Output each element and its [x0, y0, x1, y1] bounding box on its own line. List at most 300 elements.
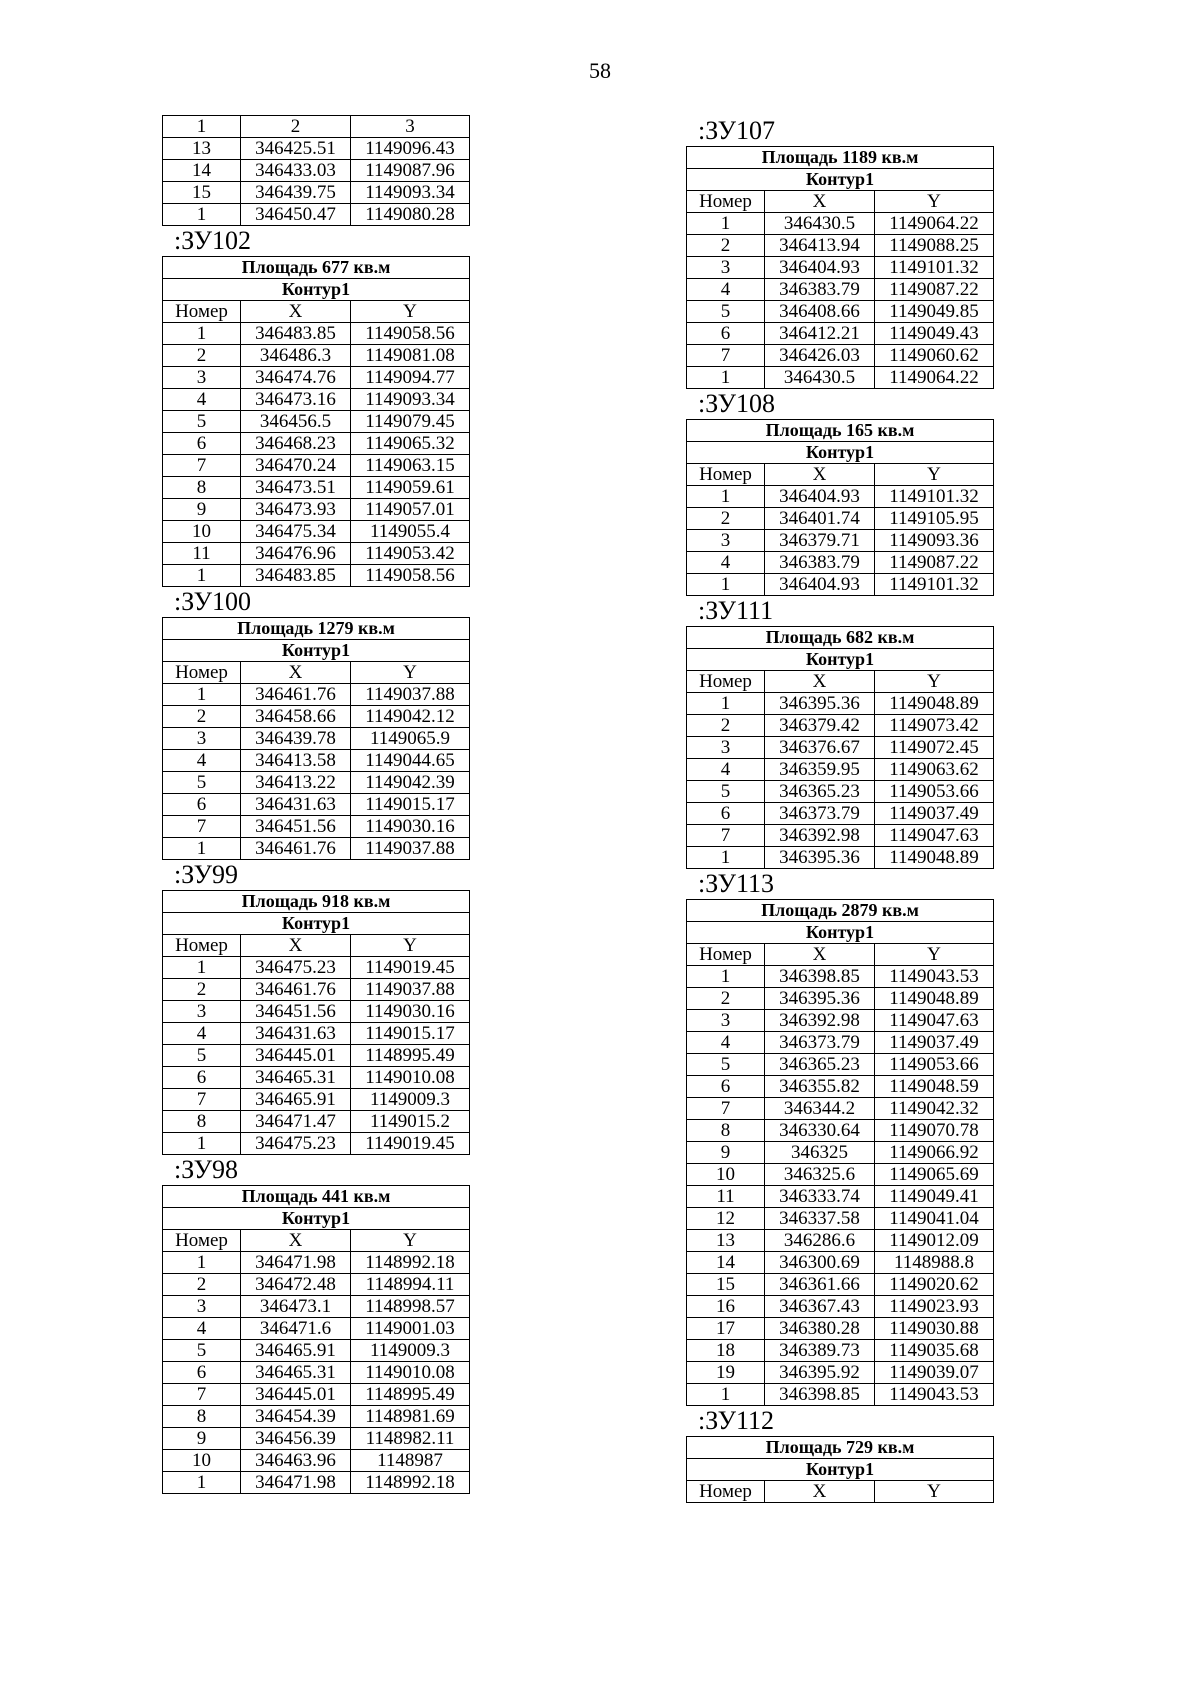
- table-cell: 7: [687, 825, 765, 847]
- table-cell: 346412.21: [765, 323, 875, 345]
- table-cell: 346439.75: [241, 182, 351, 204]
- table-cell: 1148995.49: [351, 1384, 470, 1406]
- table-cell: 1149101.32: [875, 574, 994, 596]
- table-cell: 1149096.43: [351, 138, 470, 160]
- table-row: [687, 1230, 994, 1252]
- table-cell: 1149030.88: [875, 1318, 994, 1340]
- table-cell: 346468.23: [241, 433, 351, 455]
- table-cell: 1149037.49: [875, 803, 994, 825]
- table-row: [163, 957, 470, 979]
- table-cell: 19: [687, 1362, 765, 1384]
- table-cell: 1149037.88: [351, 979, 470, 1001]
- table-row: [163, 816, 470, 838]
- parcel-block: [162, 226, 469, 587]
- table-header-row: [163, 116, 470, 138]
- table-header-row: [163, 1230, 470, 1252]
- table-cell: 346450.47: [241, 204, 351, 226]
- table-cell: 346473.51: [241, 477, 351, 499]
- table-cell: 1: [163, 957, 241, 979]
- table-row: [687, 574, 994, 596]
- table-row: [163, 1133, 470, 1155]
- table-cell: 1149009.3: [351, 1089, 470, 1111]
- table-row: [687, 803, 994, 825]
- table-cell: 346451.56: [241, 816, 351, 838]
- contour-caption: Контур1: [687, 922, 994, 944]
- parcel-label: :ЗУ113: [698, 869, 775, 898]
- coordinates-table: [162, 890, 470, 1155]
- coordinates-table: [686, 626, 994, 869]
- table-cell: 5: [163, 1340, 241, 1362]
- parcel-block: [686, 116, 993, 389]
- table-row: [163, 204, 470, 226]
- table-cell: 1: [687, 847, 765, 869]
- contour-row: [687, 1459, 994, 1481]
- table-cell: 1: [163, 1472, 241, 1494]
- table-cell: 1149072.45: [875, 737, 994, 759]
- table-cell: 1: [687, 1384, 765, 1406]
- table-cell: 5: [163, 1045, 241, 1067]
- table-cell: 346425.51: [241, 138, 351, 160]
- table-cell: 5: [687, 781, 765, 803]
- coordinates-table: [162, 256, 470, 587]
- column-header: Y: [351, 935, 470, 957]
- table-cell: 1149037.88: [351, 684, 470, 706]
- table-cell: 346439.78: [241, 728, 351, 750]
- table-cell: 346398.85: [765, 1384, 875, 1406]
- table-cell: 346361.66: [765, 1274, 875, 1296]
- table-cell: 346426.03: [765, 345, 875, 367]
- parcel-label: :ЗУ100: [174, 587, 252, 616]
- table-row: [163, 684, 470, 706]
- table-cell: 9: [163, 1428, 241, 1450]
- table-cell: 1149053.66: [875, 1054, 994, 1076]
- table-cell: 346471.98: [241, 1252, 351, 1274]
- table-cell: 346445.01: [241, 1384, 351, 1406]
- table-cell: 1: [163, 684, 241, 706]
- table-cell: 3: [687, 257, 765, 279]
- table-cell: 346461.76: [241, 979, 351, 1001]
- table-row: [687, 345, 994, 367]
- table-cell: 6: [163, 1067, 241, 1089]
- table-row: [163, 706, 470, 728]
- table-header-row: [687, 671, 994, 693]
- table-row: [163, 728, 470, 750]
- table-cell: 1149010.08: [351, 1067, 470, 1089]
- table-row: [163, 1045, 470, 1067]
- table-row: [163, 477, 470, 499]
- parcel-block: [162, 587, 469, 860]
- table-cell: 346465.91: [241, 1340, 351, 1362]
- table-cell: 1149058.56: [351, 565, 470, 587]
- table-cell: 1148992.18: [351, 1252, 470, 1274]
- table-header-row: [163, 935, 470, 957]
- column-header: X: [765, 671, 875, 693]
- table-cell: 18: [687, 1340, 765, 1362]
- contour-caption: Контур1: [687, 649, 994, 671]
- table-cell: 6: [687, 1076, 765, 1098]
- continuation-table: [162, 115, 470, 226]
- table-cell: 346456.5: [241, 411, 351, 433]
- table-cell: 1: [687, 486, 765, 508]
- table-cell: 3: [687, 530, 765, 552]
- column-header: X: [241, 1230, 351, 1252]
- table-cell: 346408.66: [765, 301, 875, 323]
- table-row: [163, 1318, 470, 1340]
- table-cell: 1: [163, 204, 241, 226]
- coordinates-table: [686, 419, 994, 596]
- table-row: [687, 1010, 994, 1032]
- table-cell: 7: [687, 345, 765, 367]
- table-row: [687, 508, 994, 530]
- table-cell: 346473.93: [241, 499, 351, 521]
- parcel-label: :ЗУ99: [174, 860, 239, 889]
- table-cell: 346458.66: [241, 706, 351, 728]
- table-cell: 346395.36: [765, 693, 875, 715]
- table-cell: 1149070.78: [875, 1120, 994, 1142]
- table-cell: 1: [163, 1252, 241, 1274]
- table-row: [163, 1384, 470, 1406]
- column-header: Y: [875, 191, 994, 213]
- table-row: [687, 1362, 994, 1384]
- table-row: [163, 1023, 470, 1045]
- table-row: [163, 1111, 470, 1133]
- table-cell: 1149059.61: [351, 477, 470, 499]
- table-cell: 10: [687, 1164, 765, 1186]
- table-cell: 8: [163, 1406, 241, 1428]
- table-cell: 1149049.43: [875, 323, 994, 345]
- table-row: [163, 750, 470, 772]
- coordinates-table: [686, 146, 994, 389]
- table-row: [687, 1186, 994, 1208]
- table-cell: 346413.94: [765, 235, 875, 257]
- table-cell: 1148982.11: [351, 1428, 470, 1450]
- table-row: [163, 455, 470, 477]
- table-cell: 4: [687, 552, 765, 574]
- table-cell: 346473.16: [241, 389, 351, 411]
- table-cell: 1149105.95: [875, 508, 994, 530]
- table-cell: 4: [687, 759, 765, 781]
- table-cell: 346373.79: [765, 803, 875, 825]
- table-cell: 1149064.22: [875, 367, 994, 389]
- area-row: [687, 420, 994, 442]
- column-header: Номер: [687, 1481, 765, 1503]
- column-header: 2: [241, 116, 351, 138]
- contour-row: [687, 922, 994, 944]
- table-row: [687, 213, 994, 235]
- table-row: [687, 966, 994, 988]
- column-header: Y: [875, 1481, 994, 1503]
- area-caption: Площадь 729 кв.м: [687, 1437, 994, 1459]
- table-row: [163, 499, 470, 521]
- table-row: [687, 1164, 994, 1186]
- contour-caption: Контур1: [163, 1208, 470, 1230]
- table-row: [163, 772, 470, 794]
- contour-row: [163, 913, 470, 935]
- table-cell: 4: [163, 1318, 241, 1340]
- table-cell: 1149063.15: [351, 455, 470, 477]
- table-cell: 1149073.42: [875, 715, 994, 737]
- table-cell: 4: [163, 1023, 241, 1045]
- table-cell: 1149064.22: [875, 213, 994, 235]
- table-cell: 11: [687, 1186, 765, 1208]
- column-header: Y: [875, 671, 994, 693]
- contour-row: [687, 442, 994, 464]
- table-cell: 1149088.25: [875, 235, 994, 257]
- table-cell: 4: [163, 750, 241, 772]
- table-cell: 346392.98: [765, 825, 875, 847]
- table-cell: 1149043.53: [875, 1384, 994, 1406]
- table-cell: 1149094.77: [351, 367, 470, 389]
- table-row: [163, 979, 470, 1001]
- table-cell: 5: [687, 301, 765, 323]
- table-cell: 4: [687, 1032, 765, 1054]
- table-row: [687, 715, 994, 737]
- table-cell: 10: [163, 1450, 241, 1472]
- table-cell: 3: [163, 1296, 241, 1318]
- table-row: [687, 279, 994, 301]
- table-cell: 1149047.63: [875, 825, 994, 847]
- table-cell: 346461.76: [241, 838, 351, 860]
- column-header: Номер: [687, 464, 765, 486]
- table-cell: 2: [687, 715, 765, 737]
- table-cell: 4: [163, 389, 241, 411]
- table-cell: 1: [687, 574, 765, 596]
- table-cell: 1149058.56: [351, 323, 470, 345]
- table-row: [163, 1001, 470, 1023]
- table-cell: 346359.95: [765, 759, 875, 781]
- area-row: [687, 1437, 994, 1459]
- area-caption: Площадь 682 кв.м: [687, 627, 994, 649]
- column-header: Номер: [163, 1230, 241, 1252]
- area-row: [687, 627, 994, 649]
- table-cell: 346486.3: [241, 345, 351, 367]
- table-cell: 6: [687, 803, 765, 825]
- table-cell: 346395.36: [765, 988, 875, 1010]
- table-row: [687, 781, 994, 803]
- table-cell: 2: [687, 235, 765, 257]
- table-cell: 6: [163, 794, 241, 816]
- table-cell: 1148988.8: [875, 1252, 994, 1274]
- column-header: Y: [875, 944, 994, 966]
- table-row: [163, 138, 470, 160]
- table-cell: 9: [687, 1142, 765, 1164]
- table-cell: 346344.2: [765, 1098, 875, 1120]
- parcel-block: [686, 869, 993, 1406]
- table-cell: 346475.23: [241, 957, 351, 979]
- table-row: [163, 1406, 470, 1428]
- table-cell: 12: [687, 1208, 765, 1230]
- table-cell: 1148987: [351, 1450, 470, 1472]
- table-cell: 1: [687, 213, 765, 235]
- table-row: [687, 1384, 994, 1406]
- table-cell: 1149101.32: [875, 486, 994, 508]
- table-cell: 6: [163, 433, 241, 455]
- table-cell: 3: [687, 737, 765, 759]
- table-row: [687, 1142, 994, 1164]
- table-cell: 346471.47: [241, 1111, 351, 1133]
- table-cell: 7: [163, 1089, 241, 1111]
- table-row: [163, 838, 470, 860]
- table-cell: 346445.01: [241, 1045, 351, 1067]
- parcel-label: :ЗУ98: [174, 1155, 239, 1184]
- table-cell: 346380.28: [765, 1318, 875, 1340]
- table-cell: 1149044.65: [351, 750, 470, 772]
- table-cell: 1149055.4: [351, 521, 470, 543]
- table-cell: 346379.71: [765, 530, 875, 552]
- table-header-row: [687, 944, 994, 966]
- table-cell: 1: [687, 966, 765, 988]
- table-cell: 5: [163, 411, 241, 433]
- table-row: [163, 323, 470, 345]
- table-row: [163, 411, 470, 433]
- table-header-row: [687, 1481, 994, 1503]
- contour-row: [163, 279, 470, 301]
- table-header-row: [163, 301, 470, 323]
- table-cell: 346465.31: [241, 1067, 351, 1089]
- area-caption: Площадь 165 кв.м: [687, 420, 994, 442]
- area-caption: Площадь 1279 кв.м: [163, 618, 470, 640]
- contour-caption: Контур1: [687, 1459, 994, 1481]
- table-cell: 1149023.93: [875, 1296, 994, 1318]
- table-cell: 1: [687, 693, 765, 715]
- column-header: Y: [351, 1230, 470, 1252]
- table-cell: 346472.48: [241, 1274, 351, 1296]
- table-cell: 1149042.32: [875, 1098, 994, 1120]
- table-cell: 1149065.32: [351, 433, 470, 455]
- table-cell: 1149087.96: [351, 160, 470, 182]
- table-cell: 346330.64: [765, 1120, 875, 1142]
- column-header: X: [241, 935, 351, 957]
- table-cell: 1149063.62: [875, 759, 994, 781]
- table-cell: 3: [163, 1001, 241, 1023]
- table-row: [687, 759, 994, 781]
- table-cell: 1149048.59: [875, 1076, 994, 1098]
- table-cell: 1149101.32: [875, 257, 994, 279]
- table-row: [163, 1428, 470, 1450]
- table-cell: 1: [163, 565, 241, 587]
- table-cell: 1149012.09: [875, 1230, 994, 1252]
- table-cell: 3: [163, 367, 241, 389]
- table-cell: 346389.73: [765, 1340, 875, 1362]
- table-cell: 346430.5: [765, 213, 875, 235]
- right-parcel-list: [686, 116, 993, 1503]
- table-cell: 1149037.88: [351, 838, 470, 860]
- table-cell: 346465.91: [241, 1089, 351, 1111]
- table-cell: 13: [687, 1230, 765, 1252]
- table-header-row: [687, 191, 994, 213]
- table-cell: 1149019.45: [351, 957, 470, 979]
- table-cell: 1149009.3: [351, 1340, 470, 1362]
- table-cell: 346430.5: [765, 367, 875, 389]
- table-cell: 346433.03: [241, 160, 351, 182]
- column-header: X: [241, 301, 351, 323]
- table-cell: 7: [163, 455, 241, 477]
- table-cell: 346395.36: [765, 847, 875, 869]
- table-cell: 346431.63: [241, 794, 351, 816]
- table-row: [687, 1252, 994, 1274]
- contour-caption: Контур1: [163, 279, 470, 301]
- area-caption: Площадь 918 кв.м: [163, 891, 470, 913]
- contour-row: [687, 169, 994, 191]
- page-number: 58: [589, 58, 611, 83]
- table-cell: 346474.76: [241, 367, 351, 389]
- table-cell: 1149080.28: [351, 204, 470, 226]
- table-cell: 1149042.12: [351, 706, 470, 728]
- area-row: [687, 900, 994, 922]
- table-cell: 1149053.42: [351, 543, 470, 565]
- table-header-row: [687, 464, 994, 486]
- column-header: X: [765, 1481, 875, 1503]
- table-cell: 1149079.45: [351, 411, 470, 433]
- column-header: Y: [351, 662, 470, 684]
- table-row: [687, 1318, 994, 1340]
- contour-row: [163, 1208, 470, 1230]
- column-header: Y: [875, 464, 994, 486]
- table-row: [163, 794, 470, 816]
- table-row: [687, 1340, 994, 1362]
- column-header: Номер: [163, 301, 241, 323]
- left-column: [162, 115, 469, 1494]
- area-row: [687, 147, 994, 169]
- parcel-label: :ЗУ102: [174, 226, 252, 255]
- table-cell: 1149081.08: [351, 345, 470, 367]
- table-cell: 1149087.22: [875, 552, 994, 574]
- table-cell: 346483.85: [241, 323, 351, 345]
- table-row: [687, 552, 994, 574]
- table-cell: 1149015.17: [351, 1023, 470, 1045]
- table-cell: 1149001.03: [351, 1318, 470, 1340]
- area-row: [163, 618, 470, 640]
- coordinates-table: [686, 1436, 994, 1503]
- table-row: [687, 1032, 994, 1054]
- table-row: [687, 486, 994, 508]
- table-row: [163, 1089, 470, 1111]
- table-cell: 346404.93: [765, 486, 875, 508]
- coordinates-table: [162, 617, 470, 860]
- table-row: [687, 1296, 994, 1318]
- table-row: [163, 1362, 470, 1384]
- table-cell: 346431.63: [241, 1023, 351, 1045]
- table-cell: 1149066.92: [875, 1142, 994, 1164]
- table-cell: 5: [163, 772, 241, 794]
- contour-caption: Контур1: [163, 640, 470, 662]
- table-cell: 1149087.22: [875, 279, 994, 301]
- table-cell: 1149041.04: [875, 1208, 994, 1230]
- area-caption: Площадь 441 кв.м: [163, 1186, 470, 1208]
- table-row: [687, 847, 994, 869]
- table-cell: 1: [163, 1133, 241, 1155]
- left-parcel-list: [162, 226, 469, 1494]
- column-header: X: [765, 944, 875, 966]
- table-cell: 346473.1: [241, 1296, 351, 1318]
- table-cell: 1149093.36: [875, 530, 994, 552]
- table-cell: 346337.58: [765, 1208, 875, 1230]
- table-cell: 2: [687, 508, 765, 530]
- table-row: [163, 521, 470, 543]
- table-cell: 346376.67: [765, 737, 875, 759]
- table-cell: 15: [163, 182, 241, 204]
- table-row: [687, 1098, 994, 1120]
- table-row: [163, 1450, 470, 1472]
- table-cell: 346475.23: [241, 1133, 351, 1155]
- table-cell: 7: [687, 1098, 765, 1120]
- table-cell: 1149048.89: [875, 988, 994, 1010]
- table-cell: 14: [687, 1252, 765, 1274]
- area-caption: Площадь 1189 кв.м: [687, 147, 994, 169]
- column-header: Y: [351, 301, 470, 323]
- table-row: [163, 1067, 470, 1089]
- contour-row: [163, 640, 470, 662]
